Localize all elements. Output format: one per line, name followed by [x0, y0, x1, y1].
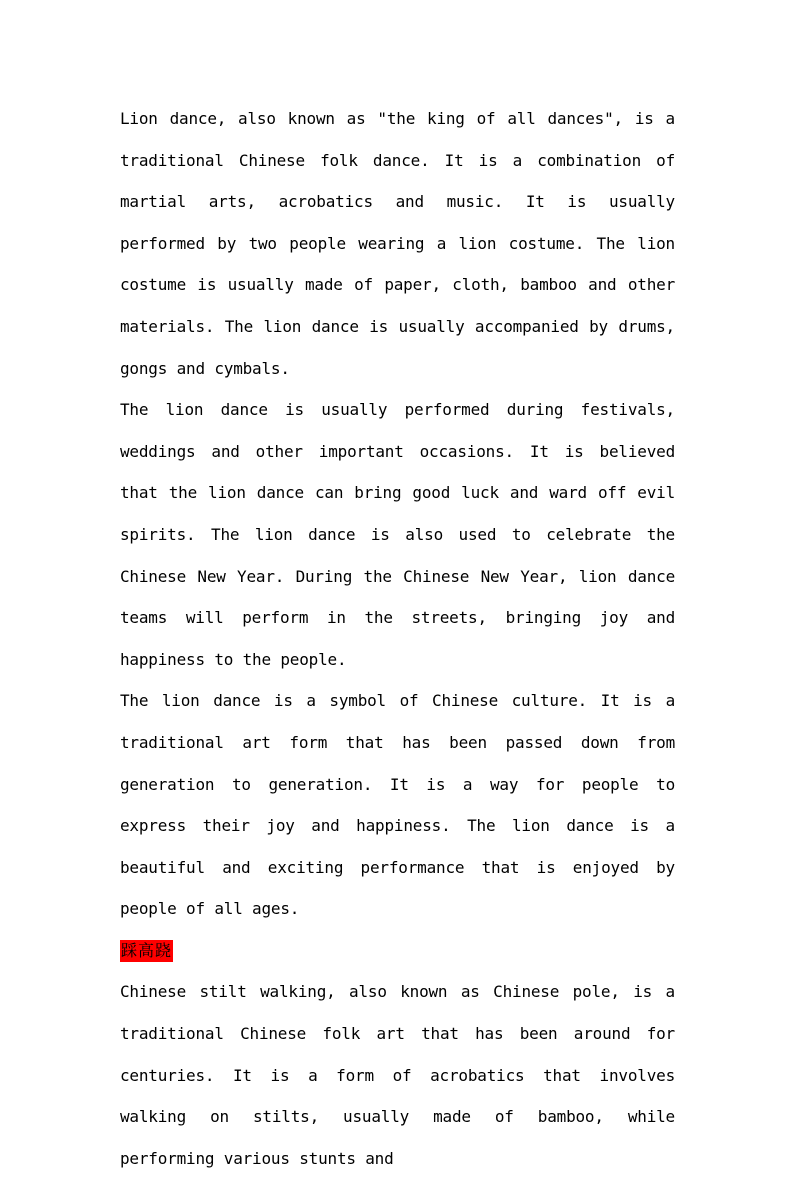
- section-heading-line: [120, 930, 675, 972]
- paragraph-stilt-walking: Chinese stilt walking, also known as Chinese pole, is a traditional Chinese folk art that has been around for centuries. It is a form of acrobatics that involves walking on stilts, usually made of bamboo, while performing various stunts and: [120, 982, 675, 1168]
- paragraph-lion-dance-intro: Lion dance, also known as "the king of all dances", is a traditional Chinese folk dance. It is a combination of martial arts, acrobatics and music. It is usually performed by two people wearing a lion costume. The lion costume is usually made of paper, cloth, bamboo and other materials. The lion dance is usually accompanied by drums, gongs and cymbals.: [120, 109, 675, 378]
- document-body: [120, 98, 675, 1179]
- paragraph-lion-dance-occasions: The lion dance is usually performed during festivals, weddings and other important occasions. It is believed that the lion dance can bring good luck and ward off evil spirits. The lion dance is also used to celebrate the Chinese New Year. During the Chinese New Year, lion dance teams will perform in the streets, bringing joy and happiness to the people.: [120, 400, 675, 669]
- section-heading-stilt-walking: 踩高跷: [121, 940, 173, 960]
- paragraph-lion-dance-culture: The lion dance is a symbol of Chinese culture. It is a traditional art form that has been passed down from generation to generation. It is a way for people to express their joy and happiness. The lion dance is a beautiful and exciting performance that is enjoyed by people of all ages.: [120, 691, 675, 919]
